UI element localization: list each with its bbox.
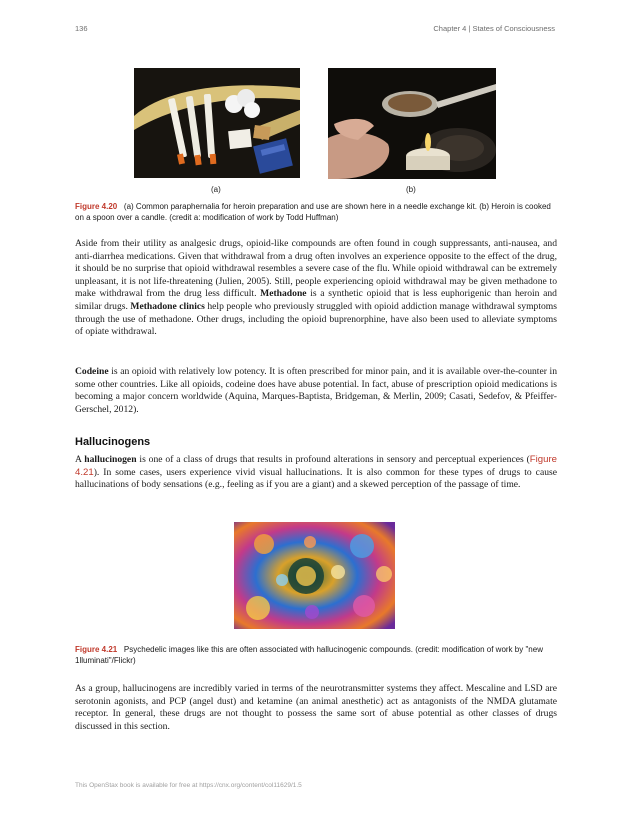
paragraph-text: is a synthetic opioid that is less euphorigenic than heroin and similar drugs.: [75, 288, 557, 312]
figure-number: Figure 4.20: [75, 202, 118, 211]
key-term-hallucinogen: hallucinogen: [84, 454, 137, 465]
key-term-codeine: Codeine: [75, 366, 109, 377]
paragraph-text: is one of a class of drugs that results in profound alterations in sensory and perceptual experiences (: [136, 454, 530, 465]
hallucinogen-paragraph: [75, 454, 557, 492]
paragraph-text: is an opioid with relatively low potency. It is often prescribed for minor pain, and it is available over-the-counter in some other countries. Like all opioids, codeine does have abuse potential. In fact, abuse of prescription opioid medications is becoming a major concern worldwide (Aquina, Marques-Baptista, Bridgeman, & Merlin, 2009; Casati, Sedefov, & Pfeiffer-Gerschel, 2012).: [75, 366, 557, 415]
chapter-title: Chapter 4 | States of Consciousness: [433, 24, 555, 33]
page-footer: This OpenStax book is available for free at https://cnx.org/content/col11629/1.5: [75, 782, 302, 789]
section-heading-hallucinogens: Hallucinogens: [75, 436, 151, 448]
figure-4-21-caption: [75, 644, 557, 666]
figure-4-21-psychedelic-image: [234, 522, 395, 629]
paragraph-text: Aside from their utility as analgesic drugs, opioid-like compounds are often found in cough suppressants, anti-nausea, and anti-diarrhea medications. Given that withdrawal from a drug often involves an experience opposite to the effect of the drug, it should be no surprise that opioid withdrawal resembles a severe case of the flu. While opioid withdrawal can be extremely unpleasant, it is not life-threatening (Julien, 2005). Still, people experiencing opioid withdrawal may be given methadone to make withdrawal from the drug less difficult.: [75, 238, 557, 300]
codeine-paragraph: [75, 366, 557, 416]
figure-4-20b-label: (b): [406, 185, 416, 194]
hallucinogen-variety-paragraph: As a group, hallucinogens are incredibly varied in terms of the neurotransmitter systems they affect. Mescaline and LSD are serotonin agonists, and PCP (angel dust) and ketamine (an animal anesthetic) act as antagonists of the NMDA glutamate receptor. In general, these drugs are not thought to possess the same sort of abuse potential as other classes of drugs discussed in this section.: [75, 683, 557, 732]
figure-4-21-link[interactable]: Figure 4.21: [75, 454, 557, 478]
paragraph-text: help people who previously struggled with opioid addiction manage withdrawal symptoms through the use of methadone. Other drugs, including the opioid buprenorphine, have also been used to alleviate symptoms of opiate withdrawal.: [75, 300, 557, 338]
figure-4-20b-spoon-candle-image: [328, 68, 496, 179]
paragraph-text: A: [75, 454, 85, 465]
figure-4-20a-needle-kit-image: [134, 68, 300, 178]
caption-text: (a) Common paraphernalia for heroin preparation and use are shown here in a needle exchange kit. (b) Heroin is cooked on a spoon over a candle. (credit a: modification of work by Todd Huffman): [75, 202, 551, 222]
figure-4-20a-label: (a): [211, 185, 221, 194]
page-number: 136: [75, 24, 88, 33]
opioid-paragraph: [75, 238, 557, 339]
caption-text: Psychedelic images like this are often associated with hallucinogenic compounds. (credit: modification of work by "new 1lluminati"/Flickr): [75, 645, 543, 665]
key-term-methadone-clinics: Methadone clinics: [130, 300, 205, 312]
figure-4-20-caption: [75, 201, 557, 223]
figure-number: Figure 4.21: [75, 645, 118, 654]
key-term-methadone: Methadone: [260, 288, 307, 300]
paragraph-text: ). In some cases, users experience vivid visual hallucinations. It is also common for these types of drugs to cause hallucinations of body sensations (e.g., feeling as if you are a giant) and a skewed perception of the passage of time.: [75, 466, 557, 491]
